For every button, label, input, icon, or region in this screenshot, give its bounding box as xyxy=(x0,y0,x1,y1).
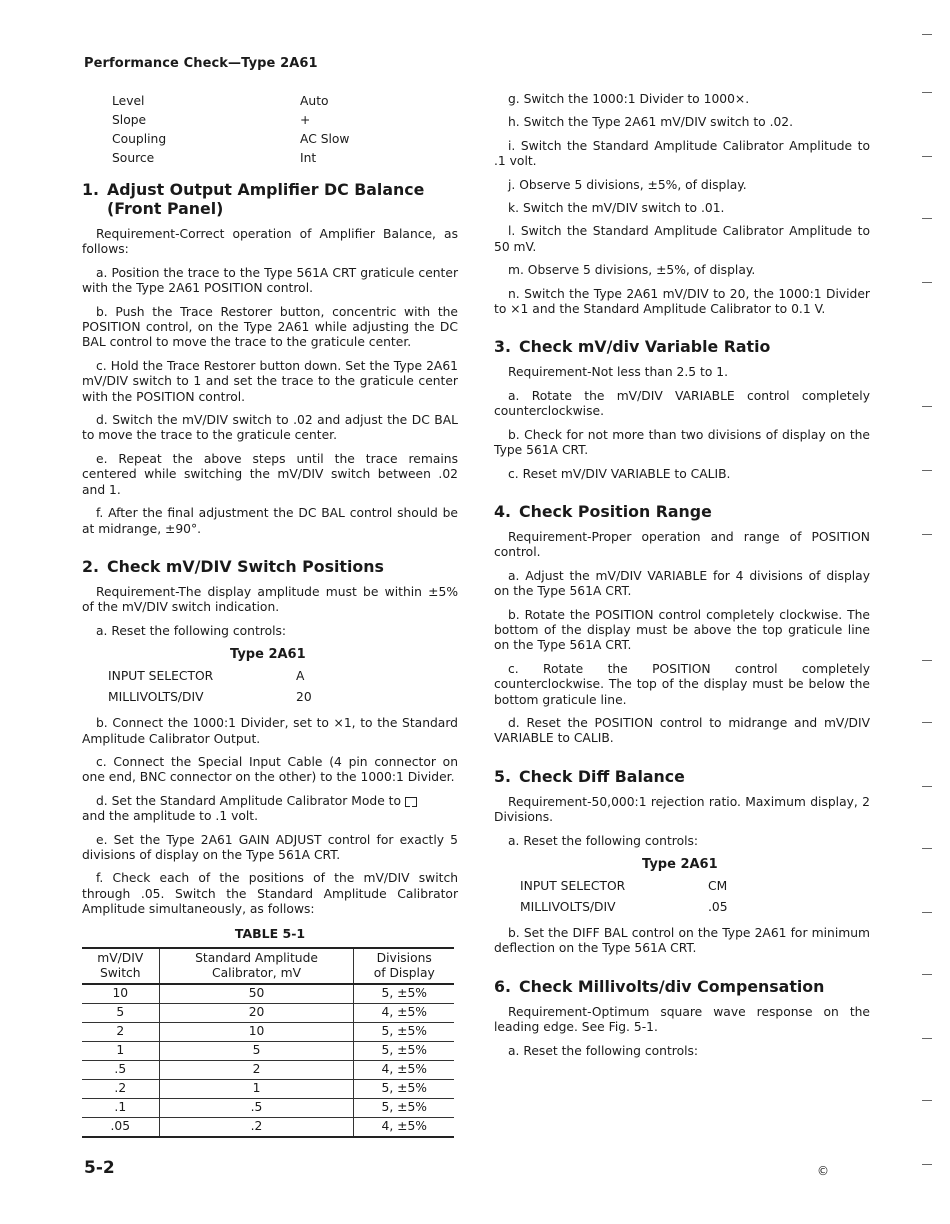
setting-row xyxy=(108,687,458,708)
setting-row xyxy=(520,897,870,918)
margin-tick xyxy=(922,974,932,975)
step-text: d. Switch the mV/DIV switch to .02 and adjust the DC BAL to move the trace to the graticule center. xyxy=(82,413,458,443)
requirement-text: Requirement-Optimum square wave response on the leading edge. See Fig. 5-1. xyxy=(494,1004,870,1035)
step-text: b. Connect the 1000:1 Divider, set to ×1, to the Standard Amplitude Calibrator Output. xyxy=(82,716,458,746)
table-cell: .5 xyxy=(82,1061,159,1080)
table-row xyxy=(82,984,454,1004)
page-header: Performance Check—Type 2A61 xyxy=(84,56,318,71)
margin-tick xyxy=(922,786,932,787)
step-text: i. Switch the Standard Amplitude Calibrator Amplitude to .1 volt. xyxy=(494,138,870,169)
settings-header: Type 2A61 xyxy=(642,857,718,872)
table-cell: 4, ±5% xyxy=(354,1061,454,1080)
table-cell: 2 xyxy=(82,1023,159,1042)
table-cell: 5, ±5% xyxy=(354,1099,454,1118)
step-text-start: d. Set the Standard Amplitude Calibrator Mode to xyxy=(96,793,402,808)
section-number: 1. xyxy=(82,180,99,199)
table-cell: 50 xyxy=(159,984,354,1004)
settings-header: Type 2A61 xyxy=(230,647,306,663)
step-text-end: and the amplitude to .1 volt. xyxy=(82,809,259,824)
section-heading xyxy=(494,337,870,356)
table-cell: 5, ±5% xyxy=(354,1042,454,1061)
section-number: 3. xyxy=(494,337,511,357)
setting-label: MILLIVOLTS/DIV xyxy=(108,689,204,704)
section-number: 2. xyxy=(82,556,99,576)
section-number: 4. xyxy=(494,501,511,521)
step-text xyxy=(82,794,458,825)
control-label: Coupling xyxy=(112,131,167,146)
settings-block xyxy=(108,647,458,708)
setting-row xyxy=(520,876,870,897)
margin-tick xyxy=(922,1164,932,1165)
square-wave-icon xyxy=(405,797,417,807)
margin-tick xyxy=(922,848,932,849)
step-text: k. Switch the mV/DIV switch to .01. xyxy=(508,201,725,216)
step-text: h. Switch the Type 2A61 mV/DIV switch to .02. xyxy=(508,115,794,130)
setting-value: A xyxy=(296,668,305,683)
setting-label: INPUT SELECTOR xyxy=(520,878,626,893)
control-row xyxy=(112,111,458,130)
table-cell: 10 xyxy=(82,984,159,1004)
section-title: Adjust Output Amplifier DC Balance (Front Panel) xyxy=(107,180,425,218)
control-label: Level xyxy=(112,93,145,108)
table-title: TABLE 5-1 xyxy=(234,925,306,941)
column-header: Standard Amplitude Calibrator, mV xyxy=(159,948,354,984)
table-cell: 5 xyxy=(159,1042,354,1061)
section-title: Check Millivolts/div Compensation xyxy=(519,976,825,996)
control-label: Slope xyxy=(112,112,147,127)
step-text: d. Reset the POSITION control to midrange and mV/DIV VARIABLE to CALIB. xyxy=(494,715,870,746)
section-heading xyxy=(82,180,458,218)
margin-tick xyxy=(922,660,932,661)
requirement-text: Requirement-The display amplitude must be within ±5% of the mV/DIV switch indication. xyxy=(82,584,458,615)
column-header: mV/DIV Switch xyxy=(82,948,159,984)
table-row xyxy=(82,1099,454,1118)
control-row xyxy=(112,130,458,149)
margin-tick xyxy=(922,1038,932,1039)
control-value: Int xyxy=(300,150,317,165)
setting-value: .05 xyxy=(708,899,728,914)
table-row xyxy=(82,1042,454,1061)
step-text: j. Observe 5 divisions, ±5%, of display. xyxy=(508,177,747,192)
control-value: AC Slow xyxy=(300,131,350,146)
table-cell: 1 xyxy=(159,1080,354,1099)
page-number: 5-2 xyxy=(84,1158,115,1178)
requirement-text: Requirement-50,000:1 rejection ratio. Maximum display, 2 Divisions. xyxy=(494,794,870,825)
table-cell: .1 xyxy=(82,1099,159,1118)
step-text: n. Switch the Type 2A61 mV/DIV to 20, the 1000:1 Divider to ×1 and the Standard Amplitude Calibrator to 0.1 V. xyxy=(494,286,870,317)
margin-tick xyxy=(922,722,932,723)
margin-tick xyxy=(922,1100,932,1101)
table-cell: 5, ±5% xyxy=(354,1080,454,1099)
table-cell: 20 xyxy=(159,1004,354,1023)
step-text: b. Push the Trace Restorer button, concentric with the POSITION control, on the Type 2A61 while adjusting the DC BAL control to move the trace to the graticule center. xyxy=(82,304,458,350)
requirement-text: Requirement-Correct operation of Amplifier Balance, as follows: xyxy=(82,227,458,257)
margin-tick xyxy=(922,218,932,219)
step-text: c. Rotate the POSITION control completely counterclockwise. The top of the display must be below the bottom graticule line. xyxy=(494,661,870,707)
step-text: c. Hold the Trace Restorer button down. Set the Type 2A61 mV/DIV switch to 1 and set the trace to the graticule center with the POSITION control. xyxy=(82,358,458,404)
step-text: b. Set the DIFF BAL control on the Type 2A61 for minimum deflection on the Type 561A CRT. xyxy=(494,926,870,956)
section-title: Check Diff Balance xyxy=(519,766,685,786)
section-title: Check Position Range xyxy=(519,501,712,521)
step-text: m. Observe 5 divisions, ±5%, of display. xyxy=(508,263,756,278)
control-value: Auto xyxy=(300,93,329,108)
section-title: Check mV/div Variable Ratio xyxy=(519,337,771,357)
left-column xyxy=(82,92,458,1138)
control-row xyxy=(112,149,458,168)
step-text: b. Check for not more than two divisions of display on the Type 561A CRT. xyxy=(494,427,870,458)
step-text: e. Repeat the above steps until the trace remains centered while switching the mV/DIV switch between .02 and 1. xyxy=(82,451,458,497)
right-column xyxy=(494,92,870,1067)
table-cell: 4, ±5% xyxy=(354,1004,454,1023)
section-heading xyxy=(494,977,870,996)
table-cell: 1 xyxy=(82,1042,159,1061)
setting-label: MILLIVOLTS/DIV xyxy=(520,899,616,914)
table-row xyxy=(82,1080,454,1099)
section-title: Check mV/DIV Switch Positions xyxy=(107,556,384,576)
margin-tick xyxy=(922,470,932,471)
control-value: + xyxy=(300,112,311,127)
copyright-mark: © xyxy=(817,1164,829,1178)
table-row xyxy=(82,1061,454,1080)
step-text: c. Reset mV/DIV VARIABLE to CALIB. xyxy=(508,466,731,481)
requirement-text: Requirement-Proper operation and range of POSITION control. xyxy=(494,529,870,560)
step-text: g. Switch the 1000:1 Divider to 1000×. xyxy=(508,92,750,106)
step-text: a. Reset the following controls: xyxy=(508,833,699,848)
table-cell: 10 xyxy=(159,1023,354,1042)
margin-tick xyxy=(922,406,932,407)
section-heading xyxy=(494,502,870,521)
step-text: f. After the final adjustment the DC BAL control should be at midrange, ±90°. xyxy=(82,506,458,536)
setting-row xyxy=(108,666,458,687)
margin-tick xyxy=(922,34,932,35)
table-cell: .2 xyxy=(159,1118,354,1138)
step-text: a. Reset the following controls: xyxy=(508,1043,699,1058)
table-cell: .2 xyxy=(82,1080,159,1099)
margin-tick xyxy=(922,534,932,535)
margin-tick xyxy=(922,92,932,93)
margin-tick xyxy=(922,156,932,157)
setting-value: 20 xyxy=(296,689,312,704)
step-text: f. Check each of the positions of the mV/DIV switch through .05. Switch the Standard Amplitude Calibrator Amplitude simultaneously, as follows: xyxy=(82,871,458,917)
margin-tick xyxy=(922,282,932,283)
control-label: Source xyxy=(112,150,155,165)
requirement-text: Requirement-Not less than 2.5 to 1. xyxy=(508,365,728,380)
table-row xyxy=(82,1004,454,1023)
section-number: 5. xyxy=(494,766,511,786)
step-text: c. Connect the Special Input Cable (4 pin connector on one end, BNC connector on the other) to the 1000:1 Divider. xyxy=(82,754,458,785)
setting-label: INPUT SELECTOR xyxy=(108,668,214,683)
table-cell: 5 xyxy=(82,1004,159,1023)
table-5-1 xyxy=(82,947,454,1138)
step-text: a. Rotate the mV/DIV VARIABLE control completely counterclockwise. xyxy=(494,388,870,419)
table-row xyxy=(82,1118,454,1138)
step-text: a. Adjust the mV/DIV VARIABLE for 4 divisions of display on the Type 561A CRT. xyxy=(494,568,870,599)
table-cell: 5, ±5% xyxy=(354,1023,454,1042)
trigger-controls xyxy=(112,92,458,168)
table-row xyxy=(82,1023,454,1042)
column-header: Divisions of Display xyxy=(354,948,454,984)
section-number: 6. xyxy=(494,976,511,996)
table-cell: 2 xyxy=(159,1061,354,1080)
table-cell: .5 xyxy=(159,1099,354,1118)
step-text: a. Position the trace to the Type 561A CRT graticule center with the Type 2A61 POSITION control. xyxy=(82,265,458,296)
step-text: e. Set the Type 2A61 GAIN ADJUST control for exactly 5 divisions of display on the Type 561A CRT. xyxy=(82,832,458,862)
table-cell: 5, ±5% xyxy=(354,984,454,1004)
table-cell: .05 xyxy=(82,1118,159,1138)
section-heading xyxy=(82,557,458,576)
table-cell: 4, ±5% xyxy=(354,1118,454,1138)
table-header-row xyxy=(82,948,454,984)
settings-block xyxy=(520,857,870,918)
step-text: a. Reset the following controls: xyxy=(96,623,287,638)
margin-tick xyxy=(922,912,932,913)
section-heading xyxy=(494,767,870,786)
setting-value: CM xyxy=(708,878,728,893)
control-row xyxy=(112,92,458,111)
step-text: b. Rotate the POSITION control completely clockwise. The bottom of the display must be above the top graticule line on the Type 561A CRT. xyxy=(494,607,870,653)
step-text: l. Switch the Standard Amplitude Calibrator Amplitude to 50 mV. xyxy=(494,224,870,254)
